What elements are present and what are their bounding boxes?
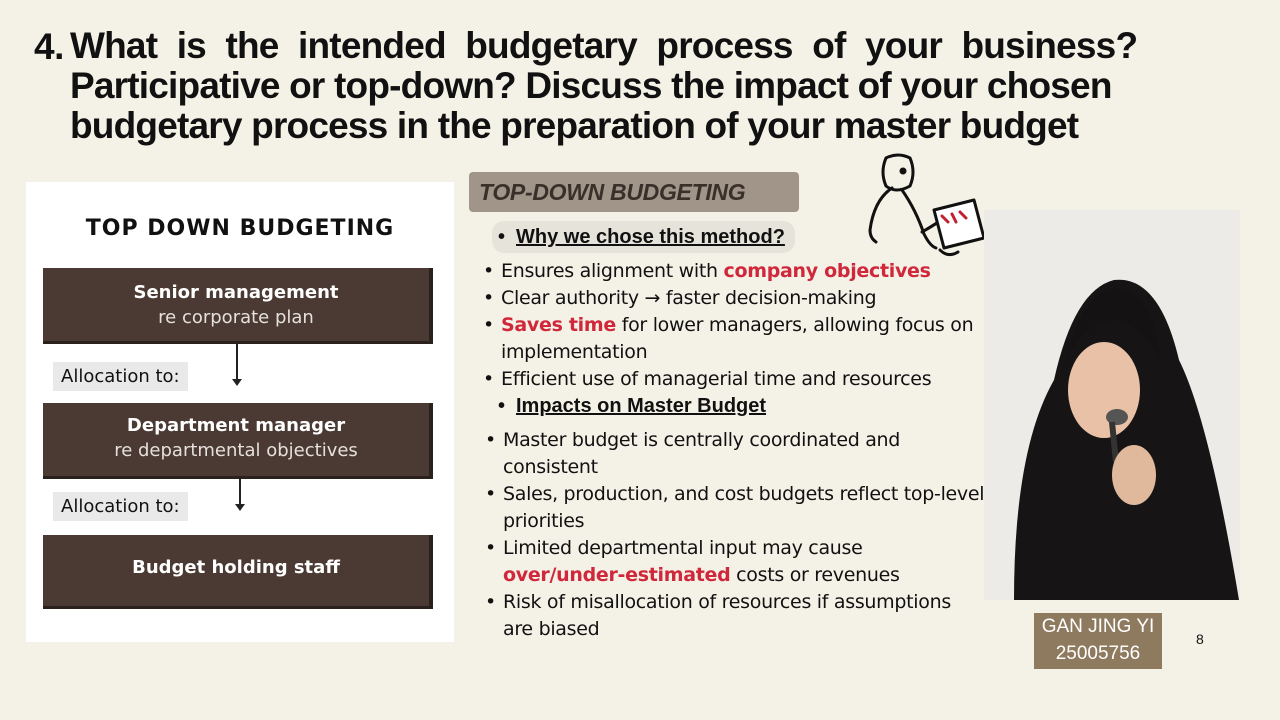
why-points-list xyxy=(483,258,983,393)
section-title: TOP-DOWN BUDGETING xyxy=(469,172,799,212)
allocation-label: Allocation to: xyxy=(53,492,188,521)
level-main-label: Budget holding staff xyxy=(132,557,340,578)
impact-points-list xyxy=(485,427,985,643)
presenter-name-tag xyxy=(1034,613,1162,669)
level-senior-management xyxy=(43,268,433,344)
title-line-3: budgetary process in the preparation of your master budget xyxy=(70,105,1079,146)
list-item: • Clear authority → faster decision-making xyxy=(483,285,983,312)
title-number: 4. xyxy=(34,26,64,67)
list-item: • Ensures alignment with company objectives xyxy=(483,258,983,285)
allocation-label: Allocation to: xyxy=(53,362,188,391)
down-arrow-icon xyxy=(236,344,238,384)
list-item: • Saves time for lower managers, allowing focus on implementation xyxy=(483,312,983,366)
list-item: • Efficient use of managerial time and resources xyxy=(483,366,983,393)
person-with-clipboard-icon xyxy=(862,150,987,265)
level-budget-holding-staff xyxy=(43,535,433,609)
list-item: • Sales, production, and cost budgets reflect top-level priorities xyxy=(485,481,985,535)
diagram-title: TOP DOWN BUDGETING xyxy=(85,216,395,241)
why-heading-text: Why we chose this method? xyxy=(516,226,785,248)
title-line-1: What is the intended budgetary process of your business? xyxy=(70,25,1138,66)
level-main-label: Department manager xyxy=(126,415,346,436)
presenter-image xyxy=(984,210,1240,600)
level-sub-label: re corporate plan xyxy=(158,307,314,328)
down-arrow-icon xyxy=(239,479,241,509)
top-down-budgeting-diagram xyxy=(26,182,454,642)
slide-title xyxy=(70,26,1210,146)
presenter-video xyxy=(984,210,1240,600)
list-item: • Master budget is centrally coordinated and consistent xyxy=(485,427,985,481)
why-heading xyxy=(492,221,795,253)
impact-heading xyxy=(492,390,776,422)
page-number: 8 xyxy=(1196,631,1204,647)
level-sub-label: re departmental objectives xyxy=(114,440,358,461)
list-item: • Limited departmental input may cause over/under-estimated costs or revenues xyxy=(485,535,985,589)
level-department-manager xyxy=(43,403,433,479)
presenter-id: 25005756 xyxy=(1055,643,1141,664)
level-main-label: Senior management xyxy=(133,282,339,303)
list-item: • Risk of misallocation of resources if assumptions are biased xyxy=(485,589,985,643)
impact-heading-text: Impacts on Master Budget xyxy=(516,395,767,417)
title-line-2: Participative or top-down? Discuss the impact of your chosen xyxy=(70,65,1112,106)
presenter-name: GAN JING YI xyxy=(1041,616,1155,637)
